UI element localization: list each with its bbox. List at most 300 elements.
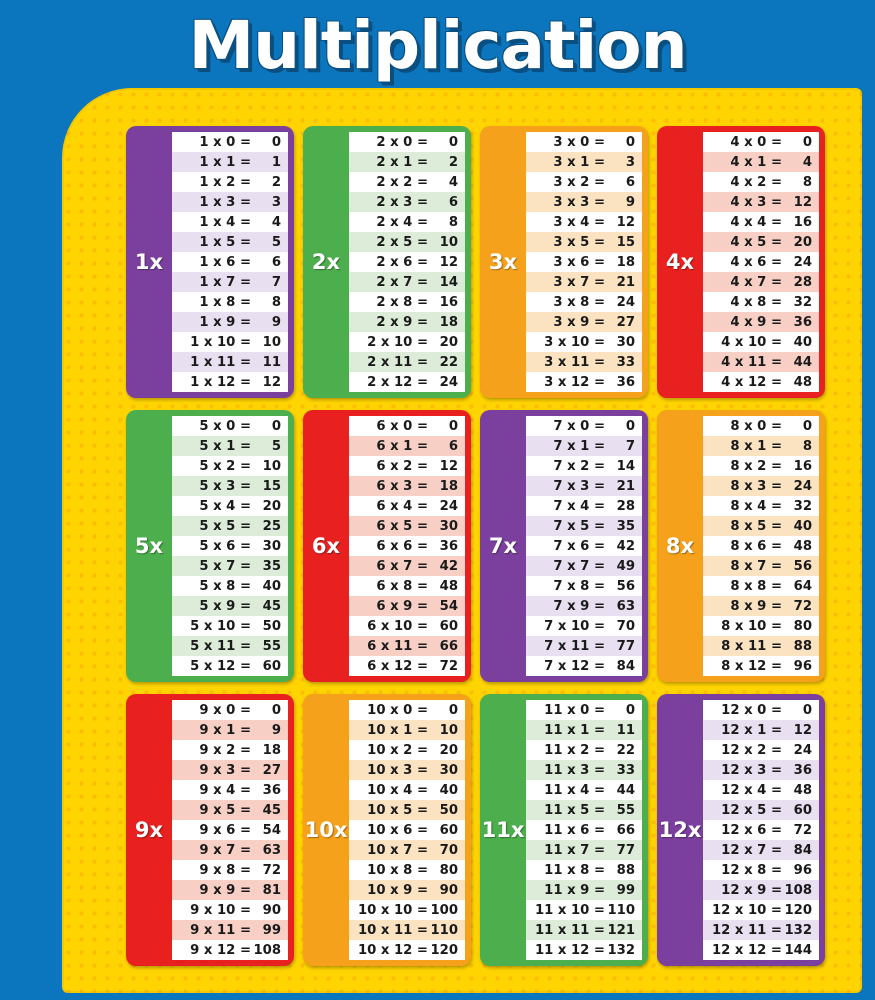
times-table-card bbox=[480, 410, 648, 682]
equation-product: 4 bbox=[271, 214, 281, 230]
times-table-row bbox=[703, 252, 819, 272]
equation-expression: 1 x 3 = bbox=[199, 194, 251, 210]
equation-product: 0 bbox=[802, 702, 812, 718]
equation-expression: 1 x 7 = bbox=[199, 274, 251, 290]
equation-product: 9 bbox=[625, 194, 635, 210]
equation-expression: 6 x 1 = bbox=[376, 438, 428, 454]
equation-expression: 8 x 4 = bbox=[730, 498, 782, 514]
equation-expression: 10 x 6 = bbox=[367, 822, 428, 838]
equation-expression: 2 x 1 = bbox=[376, 154, 428, 170]
times-table-rows bbox=[703, 694, 825, 966]
equation-product: 121 bbox=[607, 922, 635, 938]
equation-expression: 8 x 7 = bbox=[730, 558, 782, 574]
equation-expression: 12 x 10 = bbox=[711, 902, 782, 918]
times-table-card bbox=[126, 410, 294, 682]
times-table-row bbox=[349, 536, 465, 556]
equation-expression: 12 x 11 = bbox=[711, 922, 782, 938]
times-table-row bbox=[349, 556, 465, 576]
equation-product: 0 bbox=[625, 418, 635, 434]
equation-expression: 10 x 11 = bbox=[357, 922, 428, 938]
times-table-row bbox=[526, 456, 642, 476]
equation-expression: 3 x 0 = bbox=[553, 134, 605, 150]
times-table-row bbox=[172, 272, 288, 292]
times-table-row bbox=[172, 780, 288, 800]
equation-product: 11 bbox=[616, 722, 635, 738]
times-table-rows bbox=[349, 694, 471, 966]
times-table-row bbox=[526, 596, 642, 616]
equation-product: 16 bbox=[439, 294, 458, 310]
equation-expression: 7 x 0 = bbox=[553, 418, 605, 434]
times-table-row bbox=[349, 312, 465, 332]
equation-expression: 12 x 2 = bbox=[721, 742, 782, 758]
equation-expression: 10 x 5 = bbox=[367, 802, 428, 818]
times-table-row bbox=[526, 516, 642, 536]
equation-expression: 4 x 11 = bbox=[721, 354, 782, 370]
equation-expression: 7 x 2 = bbox=[553, 458, 605, 474]
times-table-row bbox=[172, 840, 288, 860]
times-table-row bbox=[172, 740, 288, 760]
equation-expression: 8 x 5 = bbox=[730, 518, 782, 534]
equation-product: 24 bbox=[439, 374, 458, 390]
times-table-row bbox=[172, 232, 288, 252]
times-table-row bbox=[172, 596, 288, 616]
equation-product: 0 bbox=[448, 134, 458, 150]
times-table-row bbox=[526, 636, 642, 656]
equation-product: 88 bbox=[793, 638, 812, 654]
equation-expression: 6 x 10 = bbox=[367, 618, 428, 634]
equation-expression: 1 x 4 = bbox=[199, 214, 251, 230]
equation-expression: 8 x 6 = bbox=[730, 538, 782, 554]
equation-expression: 2 x 8 = bbox=[376, 294, 428, 310]
equation-product: 88 bbox=[616, 862, 635, 878]
times-table-row bbox=[172, 172, 288, 192]
equation-expression: 2 x 4 = bbox=[376, 214, 428, 230]
times-table-row bbox=[172, 720, 288, 740]
equation-product: 12 bbox=[616, 214, 635, 230]
equation-product: 60 bbox=[439, 618, 458, 634]
equation-product: 25 bbox=[262, 518, 281, 534]
equation-product: 100 bbox=[430, 902, 458, 918]
equation-product: 50 bbox=[262, 618, 281, 634]
equation-product: 33 bbox=[616, 762, 635, 778]
equation-expression: 3 x 9 = bbox=[553, 314, 605, 330]
equation-expression: 10 x 7 = bbox=[367, 842, 428, 858]
equation-product: 9 bbox=[271, 722, 281, 738]
equation-expression: 10 x 8 = bbox=[367, 862, 428, 878]
equation-product: 64 bbox=[793, 578, 812, 594]
equation-product: 5 bbox=[271, 438, 281, 454]
times-table-row bbox=[349, 740, 465, 760]
times-table-row bbox=[349, 880, 465, 900]
times-table-rows bbox=[703, 410, 825, 682]
equation-product: 14 bbox=[616, 458, 635, 474]
equation-expression: 2 x 10 = bbox=[367, 334, 428, 350]
equation-product: 80 bbox=[793, 618, 812, 634]
equation-product: 72 bbox=[793, 598, 812, 614]
equation-expression: 2 x 9 = bbox=[376, 314, 428, 330]
times-table-row bbox=[349, 456, 465, 476]
times-table-row bbox=[349, 416, 465, 436]
times-table-row bbox=[526, 132, 642, 152]
equation-expression: 11 x 4 = bbox=[544, 782, 605, 798]
equation-expression: 1 x 12 = bbox=[190, 374, 251, 390]
equation-expression: 7 x 5 = bbox=[553, 518, 605, 534]
equation-product: 120 bbox=[784, 902, 812, 918]
equation-expression: 7 x 3 = bbox=[553, 478, 605, 494]
times-table-row bbox=[172, 760, 288, 780]
times-table-rows bbox=[526, 126, 648, 398]
equation-expression: 5 x 5 = bbox=[199, 518, 251, 534]
times-table-row bbox=[172, 332, 288, 352]
times-table-row bbox=[172, 800, 288, 820]
times-table-row bbox=[703, 232, 819, 252]
times-table-row bbox=[172, 252, 288, 272]
equation-expression: 3 x 6 = bbox=[553, 254, 605, 270]
equation-expression: 10 x 2 = bbox=[367, 742, 428, 758]
equation-product: 20 bbox=[439, 742, 458, 758]
equation-expression: 9 x 10 = bbox=[190, 902, 251, 918]
times-table-label: 8x bbox=[665, 534, 695, 558]
times-table-row bbox=[526, 820, 642, 840]
equation-product: 72 bbox=[262, 862, 281, 878]
equation-product: 40 bbox=[262, 578, 281, 594]
equation-product: 8 bbox=[271, 294, 281, 310]
equation-expression: 11 x 6 = bbox=[544, 822, 605, 838]
times-table-row bbox=[526, 232, 642, 252]
equation-expression: 4 x 0 = bbox=[730, 134, 782, 150]
times-table-row bbox=[703, 860, 819, 880]
times-table-row bbox=[172, 576, 288, 596]
equation-expression: 9 x 11 = bbox=[190, 922, 251, 938]
equation-expression: 12 x 7 = bbox=[721, 842, 782, 858]
equation-product: 18 bbox=[439, 478, 458, 494]
equation-product: 45 bbox=[262, 598, 281, 614]
equation-expression: 4 x 12 = bbox=[721, 374, 782, 390]
times-table-row bbox=[349, 636, 465, 656]
equation-expression: 12 x 4 = bbox=[721, 782, 782, 798]
times-table-row bbox=[349, 760, 465, 780]
times-table-row bbox=[703, 616, 819, 636]
times-table-rows bbox=[172, 694, 294, 966]
times-table-row bbox=[349, 272, 465, 292]
times-table-label: 11x bbox=[481, 818, 525, 842]
equation-product: 81 bbox=[262, 882, 281, 898]
times-table-row bbox=[172, 636, 288, 656]
times-table-row bbox=[703, 456, 819, 476]
equation-product: 40 bbox=[793, 334, 812, 350]
times-table-row bbox=[349, 840, 465, 860]
equation-expression: 4 x 3 = bbox=[730, 194, 782, 210]
equation-expression: 6 x 9 = bbox=[376, 598, 428, 614]
equation-product: 48 bbox=[793, 538, 812, 554]
equation-product: 24 bbox=[616, 294, 635, 310]
times-table-row bbox=[349, 800, 465, 820]
equation-product: 42 bbox=[439, 558, 458, 574]
equation-product: 77 bbox=[616, 842, 635, 858]
times-table-row bbox=[703, 800, 819, 820]
times-table-row bbox=[703, 272, 819, 292]
times-table-row bbox=[526, 312, 642, 332]
equation-expression: 8 x 11 = bbox=[721, 638, 782, 654]
times-table-label: 4x bbox=[665, 250, 695, 274]
times-table-row bbox=[349, 172, 465, 192]
times-table-rows bbox=[349, 410, 471, 682]
equation-expression: 10 x 0 = bbox=[367, 702, 428, 718]
times-table-row bbox=[703, 496, 819, 516]
times-table-row bbox=[703, 332, 819, 352]
equation-product: 7 bbox=[271, 274, 281, 290]
equation-product: 10 bbox=[262, 334, 281, 350]
times-table-row bbox=[172, 132, 288, 152]
equation-product: 24 bbox=[793, 478, 812, 494]
times-table-row bbox=[349, 436, 465, 456]
equation-expression: 8 x 2 = bbox=[730, 458, 782, 474]
equation-expression: 9 x 4 = bbox=[199, 782, 251, 798]
times-table-row bbox=[526, 800, 642, 820]
equation-expression: 10 x 9 = bbox=[367, 882, 428, 898]
times-table-row bbox=[349, 132, 465, 152]
equation-product: 10 bbox=[262, 458, 281, 474]
times-table-row bbox=[703, 920, 819, 940]
equation-expression: 11 x 12 = bbox=[534, 942, 605, 958]
times-table-row bbox=[172, 212, 288, 232]
times-table-card bbox=[126, 126, 294, 398]
page-title: Multiplication bbox=[188, 7, 687, 84]
times-table-row bbox=[172, 192, 288, 212]
equation-product: 48 bbox=[793, 374, 812, 390]
equation-product: 14 bbox=[439, 274, 458, 290]
equation-expression: 1 x 10 = bbox=[190, 334, 251, 350]
equation-expression: 3 x 10 = bbox=[544, 334, 605, 350]
equation-product: 21 bbox=[616, 478, 635, 494]
times-table-row bbox=[703, 132, 819, 152]
equation-product: 132 bbox=[784, 922, 812, 938]
times-table-row bbox=[703, 292, 819, 312]
equation-product: 35 bbox=[262, 558, 281, 574]
equation-expression: 3 x 8 = bbox=[553, 294, 605, 310]
times-table-row bbox=[703, 740, 819, 760]
equation-product: 44 bbox=[793, 354, 812, 370]
times-table-row bbox=[349, 516, 465, 536]
times-table-row bbox=[526, 172, 642, 192]
times-table-row bbox=[172, 920, 288, 940]
equation-product: 36 bbox=[262, 782, 281, 798]
equation-product: 96 bbox=[793, 862, 812, 878]
equation-product: 48 bbox=[793, 782, 812, 798]
equation-expression: 3 x 7 = bbox=[553, 274, 605, 290]
equation-expression: 10 x 3 = bbox=[367, 762, 428, 778]
times-table-row bbox=[526, 476, 642, 496]
times-table-card bbox=[657, 126, 825, 398]
times-table-row bbox=[703, 576, 819, 596]
equation-product: 49 bbox=[616, 558, 635, 574]
equation-product: 12 bbox=[439, 254, 458, 270]
equation-product: 66 bbox=[439, 638, 458, 654]
times-table-row bbox=[349, 192, 465, 212]
equation-product: 70 bbox=[616, 618, 635, 634]
equation-expression: 8 x 12 = bbox=[721, 658, 782, 674]
times-table-label: 10x bbox=[304, 818, 348, 842]
times-table-card bbox=[480, 126, 648, 398]
equation-product: 45 bbox=[262, 802, 281, 818]
equation-expression: 2 x 12 = bbox=[367, 374, 428, 390]
times-table-card bbox=[657, 694, 825, 966]
equation-expression: 9 x 9 = bbox=[199, 882, 251, 898]
times-table-row bbox=[526, 496, 642, 516]
equation-product: 8 bbox=[802, 438, 812, 454]
equation-product: 0 bbox=[802, 134, 812, 150]
times-table-label: 6x bbox=[311, 534, 341, 558]
equation-product: 40 bbox=[439, 782, 458, 798]
times-table-row bbox=[526, 720, 642, 740]
equation-expression: 10 x 4 = bbox=[367, 782, 428, 798]
equation-product: 6 bbox=[271, 254, 281, 270]
times-table-row bbox=[349, 920, 465, 940]
times-table-row bbox=[526, 152, 642, 172]
times-table-row bbox=[526, 880, 642, 900]
equation-product: 36 bbox=[793, 314, 812, 330]
times-table-card bbox=[480, 694, 648, 966]
equation-expression: 1 x 6 = bbox=[199, 254, 251, 270]
equation-product: 20 bbox=[793, 234, 812, 250]
equation-product: 77 bbox=[616, 638, 635, 654]
equation-product: 8 bbox=[802, 174, 812, 190]
equation-expression: 8 x 8 = bbox=[730, 578, 782, 594]
equation-expression: 9 x 6 = bbox=[199, 822, 251, 838]
equation-expression: 5 x 6 = bbox=[199, 538, 251, 554]
equation-expression: 7 x 1 = bbox=[553, 438, 605, 454]
times-table-row bbox=[526, 780, 642, 800]
times-table-label: 2x bbox=[311, 250, 341, 274]
equation-expression: 2 x 7 = bbox=[376, 274, 428, 290]
equation-expression: 5 x 3 = bbox=[199, 478, 251, 494]
equation-expression: 11 x 1 = bbox=[544, 722, 605, 738]
equation-product: 35 bbox=[616, 518, 635, 534]
equation-product: 40 bbox=[793, 518, 812, 534]
equation-expression: 10 x 1 = bbox=[367, 722, 428, 738]
equation-expression: 2 x 3 = bbox=[376, 194, 428, 210]
times-table-row bbox=[703, 352, 819, 372]
equation-expression: 11 x 3 = bbox=[544, 762, 605, 778]
equation-product: 108 bbox=[253, 942, 281, 958]
times-table-row bbox=[172, 880, 288, 900]
equation-expression: 7 x 12 = bbox=[544, 658, 605, 674]
equation-product: 0 bbox=[448, 418, 458, 434]
equation-expression: 12 x 12 = bbox=[711, 942, 782, 958]
times-table-row bbox=[172, 556, 288, 576]
times-table-card bbox=[657, 410, 825, 682]
times-table-row bbox=[703, 152, 819, 172]
equation-product: 108 bbox=[784, 882, 812, 898]
poster-title-banner bbox=[0, 0, 875, 92]
times-table-row bbox=[526, 212, 642, 232]
times-table-row bbox=[349, 352, 465, 372]
equation-expression: 12 x 1 = bbox=[721, 722, 782, 738]
times-table-row bbox=[526, 436, 642, 456]
equation-product: 6 bbox=[625, 174, 635, 190]
times-table-row bbox=[703, 192, 819, 212]
equation-product: 9 bbox=[271, 314, 281, 330]
equation-product: 120 bbox=[430, 942, 458, 958]
equation-product: 3 bbox=[271, 194, 281, 210]
equation-expression: 1 x 1 = bbox=[199, 154, 251, 170]
equation-product: 24 bbox=[793, 742, 812, 758]
equation-expression: 1 x 9 = bbox=[199, 314, 251, 330]
equation-expression: 3 x 11 = bbox=[544, 354, 605, 370]
equation-expression: 5 x 7 = bbox=[199, 558, 251, 574]
equation-expression: 6 x 7 = bbox=[376, 558, 428, 574]
equation-product: 90 bbox=[262, 902, 281, 918]
equation-product: 54 bbox=[262, 822, 281, 838]
equation-expression: 5 x 11 = bbox=[190, 638, 251, 654]
times-table-row bbox=[349, 372, 465, 392]
equation-expression: 4 x 10 = bbox=[721, 334, 782, 350]
times-table-row bbox=[349, 616, 465, 636]
equation-expression: 7 x 11 = bbox=[544, 638, 605, 654]
equation-product: 7 bbox=[625, 438, 635, 454]
equation-expression: 7 x 4 = bbox=[553, 498, 605, 514]
times-table-row bbox=[349, 576, 465, 596]
equation-expression: 10 x 10 = bbox=[357, 902, 428, 918]
equation-expression: 11 x 7 = bbox=[544, 842, 605, 858]
equation-product: 21 bbox=[616, 274, 635, 290]
equation-expression: 8 x 10 = bbox=[721, 618, 782, 634]
equation-expression: 5 x 12 = bbox=[190, 658, 251, 674]
times-table-row bbox=[172, 372, 288, 392]
equation-expression: 1 x 0 = bbox=[199, 134, 251, 150]
times-table-row bbox=[349, 212, 465, 232]
times-table-row bbox=[349, 940, 465, 960]
equation-expression: 9 x 2 = bbox=[199, 742, 251, 758]
equation-expression: 6 x 12 = bbox=[367, 658, 428, 674]
equation-product: 110 bbox=[430, 922, 458, 938]
equation-product: 2 bbox=[448, 154, 458, 170]
times-table-row bbox=[703, 516, 819, 536]
equation-product: 56 bbox=[616, 578, 635, 594]
equation-expression: 11 x 11 = bbox=[534, 922, 605, 938]
equation-product: 24 bbox=[439, 498, 458, 514]
equation-product: 110 bbox=[607, 902, 635, 918]
times-table-row bbox=[526, 576, 642, 596]
equation-expression: 7 x 10 = bbox=[544, 618, 605, 634]
times-table-row bbox=[703, 780, 819, 800]
equation-expression: 6 x 3 = bbox=[376, 478, 428, 494]
equation-product: 22 bbox=[439, 354, 458, 370]
equation-product: 36 bbox=[439, 538, 458, 554]
equation-product: 6 bbox=[448, 438, 458, 454]
times-table-row bbox=[349, 332, 465, 352]
equation-expression: 11 x 10 = bbox=[534, 902, 605, 918]
equation-product: 54 bbox=[439, 598, 458, 614]
equation-product: 2 bbox=[271, 174, 281, 190]
equation-expression: 1 x 2 = bbox=[199, 174, 251, 190]
times-tables-grid bbox=[126, 126, 826, 974]
times-table-label: 7x bbox=[488, 534, 518, 558]
times-table-row bbox=[172, 536, 288, 556]
equation-product: 84 bbox=[616, 658, 635, 674]
equation-product: 84 bbox=[793, 842, 812, 858]
times-table-row bbox=[349, 820, 465, 840]
times-table-row bbox=[349, 596, 465, 616]
times-table-row bbox=[526, 920, 642, 940]
equation-product: 20 bbox=[439, 334, 458, 350]
equation-product: 72 bbox=[793, 822, 812, 838]
equation-product: 55 bbox=[262, 638, 281, 654]
times-table-row bbox=[172, 416, 288, 436]
equation-expression: 9 x 12 = bbox=[190, 942, 251, 958]
equation-expression: 4 x 5 = bbox=[730, 234, 782, 250]
times-table-row bbox=[703, 596, 819, 616]
